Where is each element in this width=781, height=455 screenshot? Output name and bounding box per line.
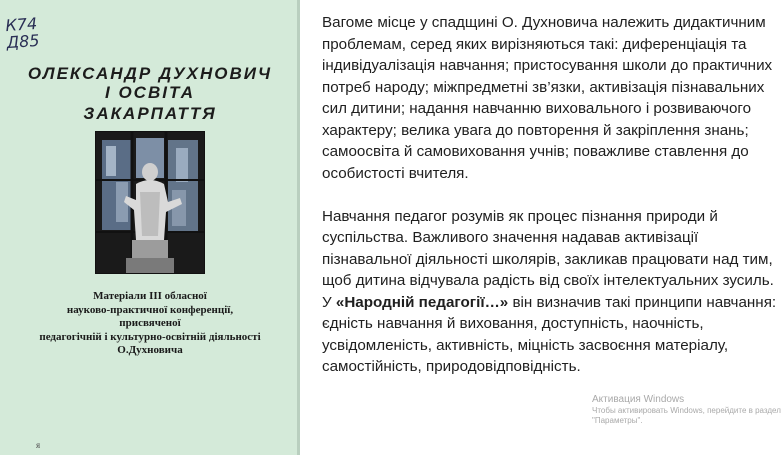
watermark-line-1: Активация Windows	[592, 394, 685, 405]
book-title-line-3: ЗАКАРПАТТЯ	[83, 104, 217, 123]
paragraph-2-start: Навчання педагог розумів як процес пізнання природи й суспільства. Важливого значення надавав активізації пізнавальної діяльності школярів, закликав працювати над тим, щоб дитина відчувала радість від своїх інтелектуальних зусиль. У	[322, 207, 774, 311]
book-title-line-2: І ОСВІТА	[105, 83, 195, 102]
book-title-line-1: ОЛЕКСАНДР ДУХНОВИЧ	[27, 64, 273, 83]
book-subtitle-line: педагогічній і культурно-освітній діяльності	[39, 330, 261, 343]
body-text	[322, 12, 777, 399]
book-subtitle-line: О.Духновича	[117, 344, 183, 356]
handwritten-catalog-code	[5, 15, 40, 51]
book-subtitle-line: науково-практичної конференції,	[66, 303, 234, 316]
watermark-line-3: "Параметры".	[592, 416, 643, 425]
book-subtitle	[0, 290, 300, 358]
book-subtitle-line: присвяченої	[119, 317, 181, 329]
handwritten-line-1: К74	[4, 13, 38, 36]
windows-activation-watermark	[592, 394, 781, 426]
paragraph-1: Вагоме місце у спадщині О. Духновича належить дидактичним проблемам, серед яких вирізняються такі: диференціація та індивідуалізація навчання; пристосування школи до практичних потреб народу; міжпредметні зв’язки, активізація пізнавальних сил дитини; надання навчанню виховального і розвиваючого характеру; велика увага до повторення й закріплення знань; самоосвіта й самовиховання учнів; поважливе ставлення до особистості вчителя.	[322, 14, 773, 182]
monument-image	[96, 132, 204, 273]
book-cover	[0, 0, 300, 455]
watermark-line-2: Чтобы активировать Windows, перейдите в раздел	[592, 406, 781, 415]
book-title-reference: «Народній педагогії…»	[335, 293, 509, 311]
paragraph-2-end: він визначив такі принципи навчання: єдність навчання й виховання, доступність, наочність, усвідомленість, активність, міцність засвоєння матеріалу, самостійність, природовідповідність.	[322, 293, 777, 375]
book-subtitle-line: Матеріали III обласної	[93, 290, 207, 302]
paragraph-2	[322, 206, 777, 378]
monument-photo	[95, 131, 205, 274]
handwritten-line-2: Д85	[5, 30, 41, 53]
book-edge	[297, 0, 300, 455]
book-corner-mark: я	[36, 440, 41, 450]
